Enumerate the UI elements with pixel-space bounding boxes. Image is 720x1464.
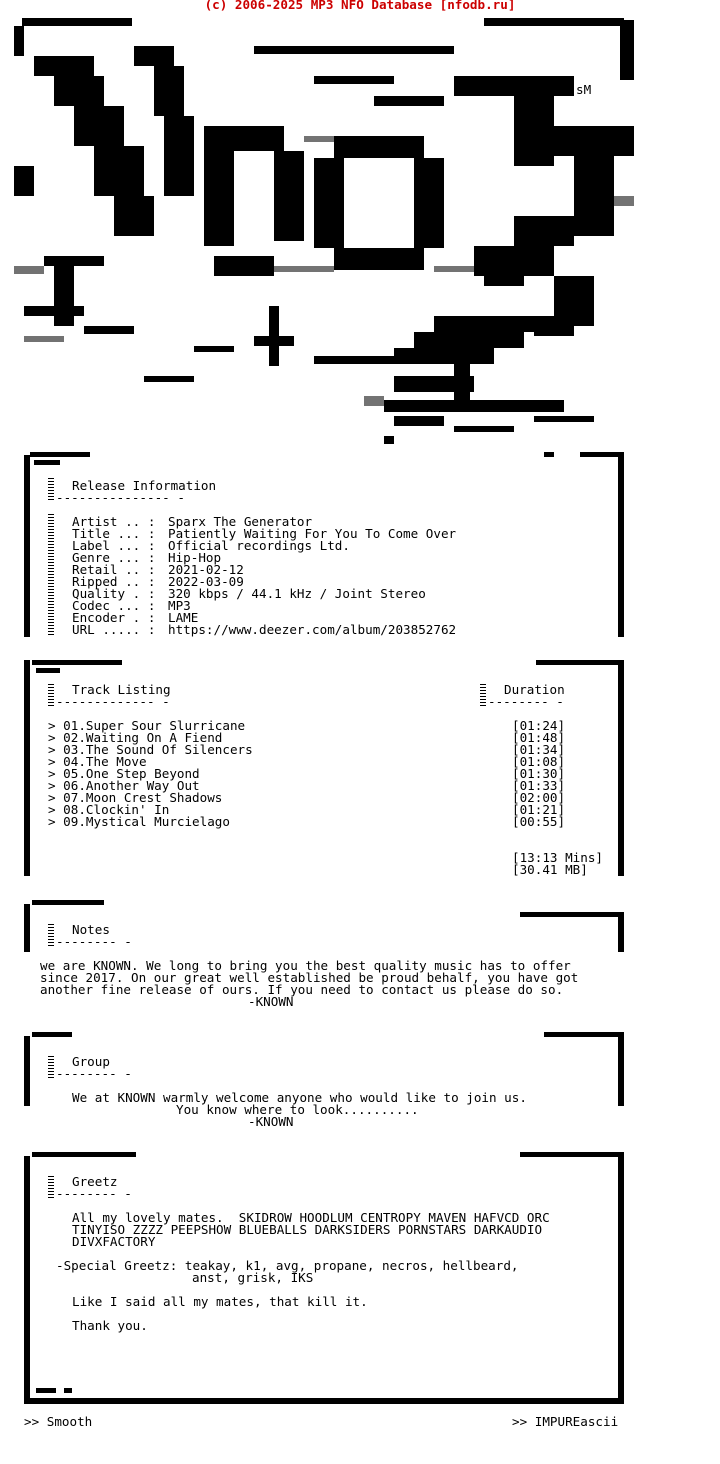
- notes-underline: -------- -: [56, 934, 132, 949]
- track-time: [01:21]: [512, 802, 566, 817]
- field-retail-value: 2021-02-12: [168, 562, 244, 577]
- field-retail-label: Retail .. :: [72, 562, 156, 577]
- track-listing-underline: ------------- -: [56, 694, 170, 709]
- track-title: > 07.Moon Crest Shadows: [48, 790, 223, 805]
- notes-line: we are KNOWN. We long to bring you the best quality music has to offer: [40, 958, 571, 973]
- track-time: [01:48]: [512, 730, 566, 745]
- track-time: [01:34]: [512, 742, 566, 757]
- track-time: [00:55]: [512, 814, 566, 829]
- field-quality-label: Quality . :: [72, 586, 156, 601]
- group-heading: Group: [72, 1054, 110, 1069]
- greetz-underline: -------- -: [56, 1186, 132, 1201]
- field-url-label: URL ..... :: [72, 622, 156, 637]
- duration-underline: -------- -: [488, 694, 564, 709]
- copyright-line: (c) 2006-2025 MP3 NFO Database [nfodb.ru]: [204, 0, 516, 12]
- track-title: > 05.One Step Beyond: [48, 766, 200, 781]
- greetz-closing: Like I said all my mates, that kill it.: [72, 1294, 368, 1309]
- track-title: > 01.Super Sour Slurricane: [48, 718, 246, 733]
- field-title-label: Title ... :: [72, 526, 156, 541]
- track-time: [01:33]: [512, 778, 566, 793]
- field-ripped-value: 2022-03-09: [168, 574, 244, 589]
- group-underline: -------- -: [56, 1066, 132, 1081]
- notes-heading: Notes: [72, 922, 110, 937]
- field-artist-label: Artist .. :: [72, 514, 156, 529]
- art-signature: sM: [576, 82, 592, 97]
- track-time: [02:00]: [512, 790, 566, 805]
- field-artist-value: Sparx The Generator: [168, 514, 313, 529]
- duration-heading: Duration: [504, 682, 565, 697]
- ascii-art-logo: [14, 16, 642, 446]
- track-title: > 06.Another Way Out: [48, 778, 200, 793]
- field-encoder-value: LAME: [168, 610, 199, 625]
- special-greetz-line: -Special Greetz: teakay, k1, avg, propane, necros, hellbeard,: [56, 1258, 519, 1273]
- field-codec-value: MP3: [168, 598, 191, 613]
- field-label-label: Label ... :: [72, 538, 156, 553]
- field-genre-value: Hip-Hop: [168, 550, 222, 565]
- group-line: We at KNOWN warmly welcome anyone who would like to join us.: [72, 1090, 527, 1105]
- greetz-heading: Greetz: [72, 1174, 118, 1189]
- group-sign: -KNOWN: [248, 1114, 294, 1129]
- field-codec-label: Codec ... :: [72, 598, 156, 613]
- notes-line: since 2017. On our great well established be proud behalf, you have got: [40, 970, 579, 985]
- track-time: [01:30]: [512, 766, 566, 781]
- greetz-line: DIVXFACTORY: [72, 1234, 156, 1249]
- greetz-line: TINYISO ZZZZ PEEPSHOW BLUEBALLS DARKSIDERS PORNSTARS DARKAUDIO: [72, 1222, 543, 1237]
- special-greetz-line: anst, grisk, IKS: [192, 1270, 314, 1285]
- field-url-value: https://www.deezer.com/album/203852762: [168, 622, 457, 637]
- total-time: [13:13 Mins]: [512, 850, 603, 865]
- group-line: You know where to look..........: [176, 1102, 419, 1117]
- field-quality-value: 320 kbps / 44.1 kHz / Joint Stereo: [168, 586, 426, 601]
- track-title: > 09.Mystical Murcielago: [48, 814, 230, 829]
- total-size: [30.41 MB]: [512, 862, 588, 877]
- field-ripped-label: Ripped .. :: [72, 574, 156, 589]
- track-time: [01:24]: [512, 718, 566, 733]
- footer-credit-right: >> IMPUREascii: [512, 1414, 619, 1429]
- track-title: > 04.The Move: [48, 754, 147, 769]
- track-listing-heading: Track Listing: [72, 682, 171, 697]
- field-title-value: Patiently Waiting For You To Come Over: [168, 526, 457, 541]
- field-encoder-label: Encoder . :: [72, 610, 156, 625]
- greetz-thanks: Thank you.: [72, 1318, 148, 1333]
- greetz-line: All my lovely mates. SKIDROW HOODLUM CENTROPY MAVEN HAFVCD ORC: [72, 1210, 550, 1225]
- field-label-value: Official recordings Ltd.: [168, 538, 350, 553]
- release-info-heading: Release Information: [72, 478, 217, 493]
- footer-credit-left: >> Smooth: [24, 1414, 93, 1429]
- track-title: > 03.The Sound Of Silencers: [48, 742, 253, 757]
- notes-line: another fine release of ours. If you need to contact us please do so.: [40, 982, 564, 997]
- field-genre-label: Genre ... :: [72, 550, 156, 565]
- track-time: [01:08]: [512, 754, 566, 769]
- notes-sign: -KNOWN: [248, 994, 294, 1009]
- track-title: > 08.Clockin' In: [48, 802, 170, 817]
- release-info-underline: --------------- -: [56, 490, 185, 505]
- track-title: > 02.Waiting On A Fiend: [48, 730, 223, 745]
